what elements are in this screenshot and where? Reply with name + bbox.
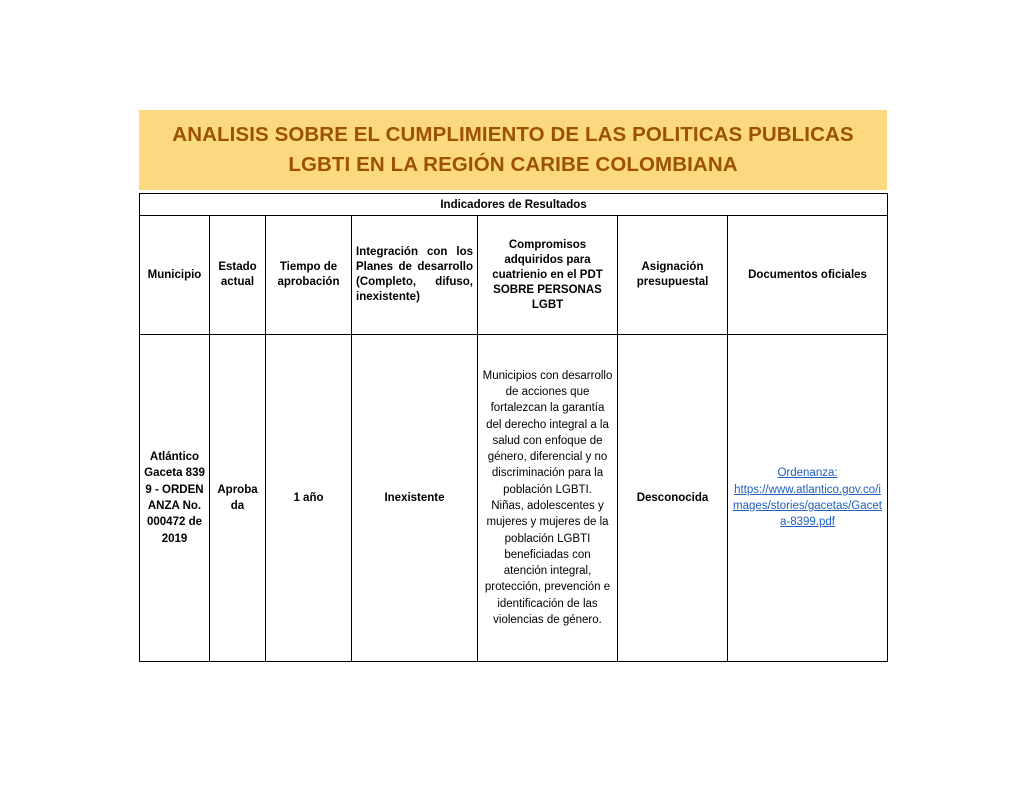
documento-label-link[interactable]: Ordenanza: <box>777 467 838 480</box>
report-title-line-2: LGBTI EN LA REGIÓN CARIBE COLOMBIANA <box>288 153 738 176</box>
cell-estado-actual: Aprobada <box>210 335 266 662</box>
column-header-asignacion-presupuestal: Asignación presupuestal <box>618 216 728 335</box>
cell-integracion: Inexistente <box>352 335 478 662</box>
cell-compromisos <box>478 335 618 662</box>
report-title-line-1: ANALISIS SOBRE EL CUMPLIMIENTO DE LAS POLITICAS PUBLICAS <box>172 123 854 146</box>
results-table <box>139 193 888 662</box>
compromiso-paragraph-2: Niñas, adolescentes y mujeres y mujeres de la población LGBTI beneficiadas con atención integral, protección, prevención e identificación de las violencias de género. <box>484 500 611 627</box>
cell-tiempo-aprobacion: 1 año <box>266 335 352 662</box>
cell-asignacion: Desconocida <box>618 335 728 662</box>
column-header-tiempo-aprobacion: Tiempo de aprobación <box>266 216 352 335</box>
column-header-documentos-oficiales: Documentos oficiales <box>728 216 888 335</box>
column-header-compromisos: Compromisos adquiridos para cuatrienio en el PDT SOBRE PERSONAS LGBT <box>478 216 618 335</box>
column-header-estado-actual: Estado actual <box>210 216 266 335</box>
column-header-integracion-planes: Integración con los Planes de desarrollo (Completo, difuso, inexistente) <box>352 216 478 335</box>
group-header-results-indicators: Indicadores de Resultados <box>140 194 888 216</box>
column-header-municipio: Municipio <box>140 216 210 335</box>
group-header-row <box>140 194 888 216</box>
compromiso-paragraph-1: Municipios con desarrollo de acciones que fortalezcan la garantía del derecho integral a la salud con enfoque de género, diferencial y no discriminación para la población LGBTI. <box>482 369 613 496</box>
table-row <box>140 335 888 662</box>
cell-documentos <box>728 335 888 662</box>
documento-url-link[interactable]: https://www.atlantico.gov.co/images/stories/gacetas/Gaceta-8399.pdf <box>733 483 882 529</box>
column-header-row <box>140 216 888 335</box>
cell-municipio: Atlántico Gaceta 8399 - ORDENANZA No. 000472 de 2019 <box>140 335 210 662</box>
report-header <box>139 110 887 190</box>
